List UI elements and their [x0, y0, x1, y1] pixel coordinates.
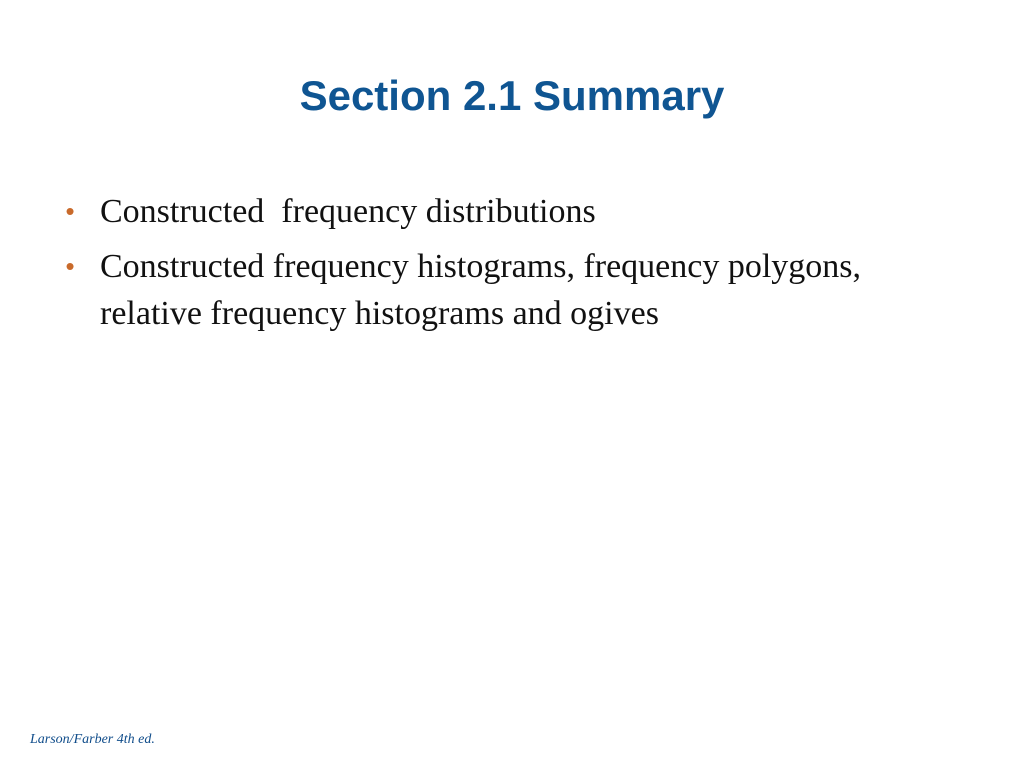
bullet-text: Constructed frequency histograms, frequency polygons, relative frequency histograms and ogives [100, 248, 870, 332]
bullet-list [60, 188, 960, 345]
bullet-text: Constructed frequency distributions [100, 193, 596, 230]
bullet-item [60, 188, 960, 235]
bullet-dot-icon: • [65, 251, 75, 281]
bullet-item [60, 243, 960, 337]
footer-credit: Larson/Farber 4th ed. [30, 732, 155, 747]
bullet-dot-icon: • [65, 196, 75, 226]
slide-title: Section 2.1 Summary [299, 72, 725, 119]
